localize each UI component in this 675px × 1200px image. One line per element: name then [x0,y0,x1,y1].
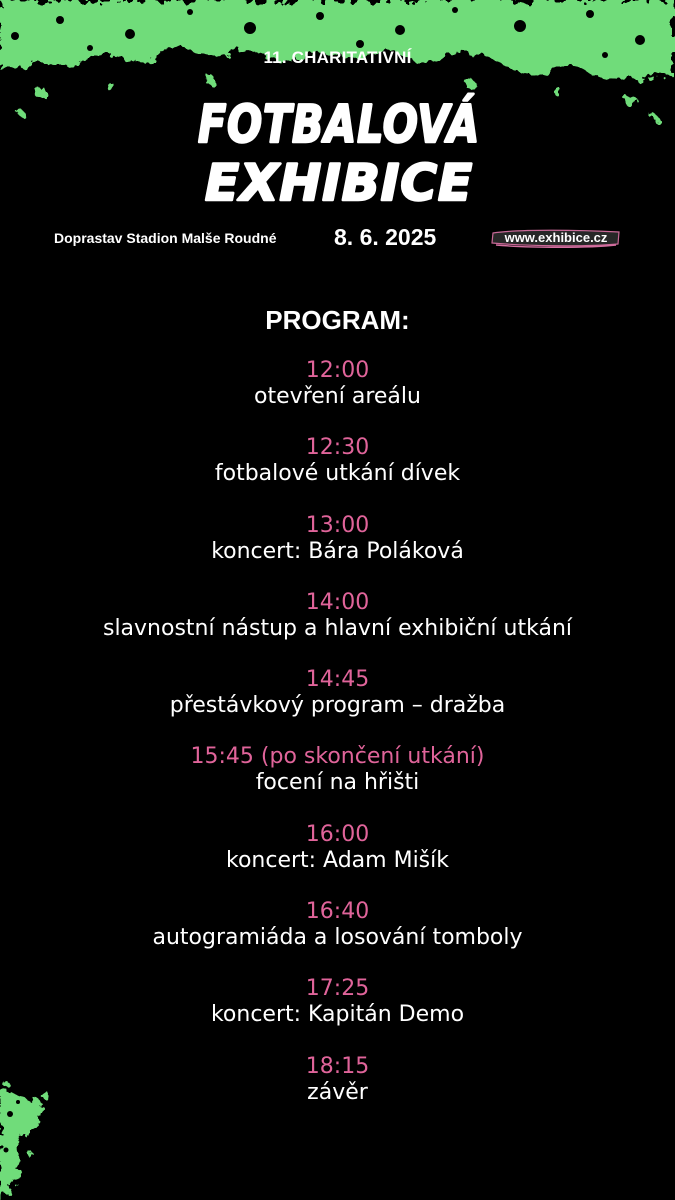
program-description: koncert: Adam Mišík [225,847,449,873]
program-description: autogramiáda a losování tomboly [152,925,523,951]
website-link[interactable] [490,226,622,250]
program-time: 14:00 [305,589,370,615]
program-description: přestávkový program – dražba [169,693,506,719]
event-info-row [0,222,675,254]
program-description: slavnostní nástup a hlavní exhibiční utkání [102,615,572,641]
title-line-1: FOTBALOVÁ [198,95,553,155]
program-description: otevření areálu [254,384,421,409]
program-item [0,744,675,821]
program-list [0,358,675,1131]
program-item [0,1054,675,1131]
program-item [0,590,675,667]
program-item [0,358,675,435]
program-time: 18:15 [305,1053,370,1079]
program-item [0,899,675,976]
program-item [0,513,675,590]
program-time: 16:00 [305,821,370,847]
program-item [0,822,675,899]
title-line-2: EXHIBICE [205,154,473,210]
program-item [0,435,675,512]
program-time: 15:45 (po skončení utkání) [190,744,485,770]
program-description: závěr [307,1079,368,1105]
program-item [0,976,675,1053]
program-item [0,667,675,744]
program-heading: PROGRAM: [265,305,410,335]
program-time: 16:40 [305,899,370,925]
program-time: 17:25 [305,976,370,1002]
program-time: 12:30 [305,435,370,461]
program-description: koncert: Bára Poláková [211,538,464,564]
program-time: 14:45 [305,667,370,693]
website-text: www.exhibice.cz [504,230,608,245]
program-time: 13:00 [305,512,370,538]
event-subtitle: 11. CHARITATIVNÍ [263,48,412,67]
program-description: focení na hřišti [255,770,420,796]
event-date: 8. 6. 2025 [334,224,437,250]
program-description: fotbalové utkání dívek [214,461,461,487]
program-time: 12:00 [305,358,370,383]
program-description: koncert: Kapitán Demo [210,1002,465,1028]
event-title-logo [0,92,675,210]
venue-label: Doprastav Stadion Malše Roudné [54,230,277,246]
